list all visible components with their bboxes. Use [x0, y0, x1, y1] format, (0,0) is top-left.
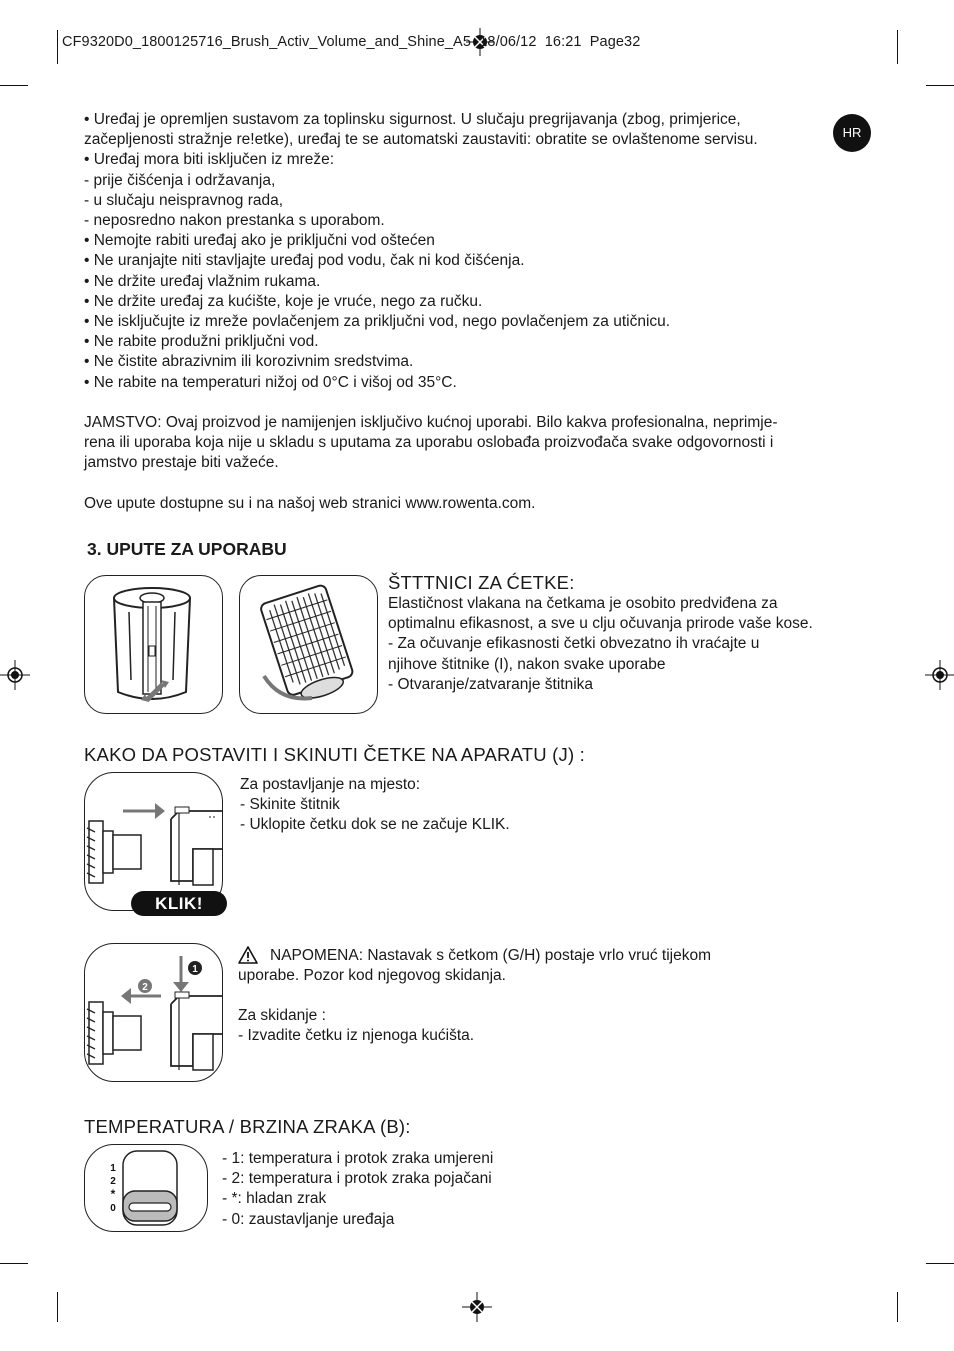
remove-brush-illustration — [84, 943, 223, 1082]
protectors-line: optimalnu efikasnost, a sve u clju očuvanja prirode vaše kose. — [388, 615, 813, 633]
temperature-title: TEMPERATURA / BRZINA ZRAKA (B): — [84, 1116, 411, 1137]
temperature-text — [222, 1149, 493, 1230]
remove-note-line: NAPOMENA: Nastavak s četkom (G/H) postaje vrlo vruć tijekom — [270, 947, 712, 964]
print-header: CF9320D0_1800125716_Brush_Activ_Volume_and_Shine_A5 18/06/12 16:21 Page32 — [62, 34, 641, 50]
temperature-switch-illustration — [84, 1144, 208, 1232]
crop-mark — [57, 30, 58, 64]
safety-line: • Ne držite uređaj za kućište, koje je vruće, nego za ručku. — [84, 292, 483, 310]
safety-line: • Ne rabite produžni priključni vod. — [84, 333, 319, 351]
attach-title: KAKO DA POSTAVITI I SKINUTI ČETKE NA APARATU (J) : — [84, 744, 586, 765]
registration-mark-icon — [462, 1292, 492, 1322]
attach-line: - Skinite štitnik — [240, 796, 340, 814]
crop-mark — [0, 85, 28, 86]
safety-line: • Ne rabite na temperaturi nižoj od 0°C i višoj od 35°C. — [84, 373, 457, 391]
safety-line: - neposredno nakon prestanka s uporabom. — [84, 212, 385, 230]
protectors-text — [388, 594, 813, 695]
safety-line: - u slučaju neispravnog rada, — [84, 191, 284, 209]
safety-line: - prije čišćenja i održavanja, — [84, 171, 276, 189]
protector-closed-illustration — [84, 575, 223, 714]
warranty-paragraph — [84, 413, 854, 474]
safety-line: • Nemojte rabiti uređaj ako je priključni vod oštećen — [84, 232, 435, 250]
safety-instructions — [84, 110, 829, 393]
remove-line: Za skidanje : — [238, 1007, 326, 1024]
crop-mark — [897, 1292, 898, 1322]
safety-line: • Uređaj je opremljen sustavom za toplinsku sigurnost. U slučaju pregrijavanja (zbog, primjerice, — [84, 111, 741, 128]
attach-line: Za postavljanje na mjesto: — [240, 776, 421, 793]
step-2-label: 2 — [142, 982, 148, 993]
crop-mark — [926, 1263, 954, 1264]
attach-text — [240, 775, 510, 836]
switch-label: 2 — [110, 1176, 116, 1187]
switch-label: 1 — [110, 1163, 116, 1174]
temperature-line: - 2: temperatura i protok zraka pojačani — [222, 1170, 492, 1188]
remove-text — [238, 1006, 474, 1046]
protectors-line: - Otvaranje/zatvaranje štitnika — [388, 675, 594, 693]
registration-mark-icon — [0, 660, 30, 690]
safety-line: • Ne isključujte iz mreže povlačenjem za priključni vod, nego povlačenjem za utičnicu. — [84, 313, 671, 331]
protectors-line: njihove štitnike (I), nakon svake uporabe — [388, 655, 666, 673]
protectors-title: ŠTTTNICI ZA ĆETKE: — [388, 572, 575, 593]
safety-line: začepljenosti stražnje re!etke), uređaj te se automatski zaustaviti: obratite se ovlaštenome servisu. — [84, 131, 758, 149]
crop-mark — [926, 85, 954, 86]
temperature-line: - 1: temperatura i protok zraka umjereni — [222, 1150, 494, 1167]
safety-line: • Ne čistite abrazivnim ili korozivnim sredstvima. — [84, 353, 414, 371]
warranty-line: JAMSTVO: Ovaj proizvod je namijenjen isključivo kućnoj uporabi. Bilo kakva profesionalna, neprimje- — [84, 414, 778, 431]
protectors-line: - Za očuvanje efikasnosti četki obvezatno ih vraćajte u — [388, 635, 760, 653]
step-1-label: 1 — [192, 964, 198, 975]
crop-mark — [0, 1263, 28, 1264]
protectors-line: Elastičnost vlakana na četkama je osobito predviđena za — [388, 595, 778, 612]
warranty-line: jamstvo prestaje biti važeće. — [84, 454, 279, 472]
remove-line: - Izvadite četku iz njenoga kućišta. — [238, 1027, 475, 1045]
safety-line: • Ne uranjajte niti stavljajte uređaj pod vodu, čak ni kod čišćenja. — [84, 252, 525, 270]
safety-line: • Uređaj mora biti isključen iz mreže: — [84, 151, 335, 169]
section-heading: 3. UPUTE ZA UPORABU — [87, 539, 287, 559]
registration-mark-icon — [925, 660, 954, 690]
crop-mark — [897, 30, 898, 64]
temperature-line: - 0: zaustavljanje uređaja — [222, 1210, 395, 1228]
language-badge: HR — [833, 114, 871, 152]
safety-line: • Ne držite uređaj vlažnim rukama. — [84, 272, 321, 290]
brush-in-protector-illustration — [239, 575, 378, 714]
switch-label: * — [110, 1187, 116, 1201]
web-note: Ove upute dostupne su i na našoj web stranici www.rowenta.com. — [84, 495, 536, 512]
crop-mark — [57, 1292, 58, 1322]
temperature-line: - *: hladan zrak — [222, 1190, 327, 1208]
switch-label: 0 — [110, 1203, 116, 1214]
warranty-line: rena ili uporaba koja nije u skladu s uputama za uporabu oslobađa proizvođača svake odgovornosti i — [84, 434, 774, 452]
attach-line: - Uklopite četku dok se ne začuje KLIK. — [240, 816, 510, 834]
remove-note-line: uporabe. Pozor kod njegovog skidanja. — [238, 967, 506, 984]
klik-label: KLIK! — [131, 891, 227, 916]
warning-icon — [238, 946, 258, 964]
